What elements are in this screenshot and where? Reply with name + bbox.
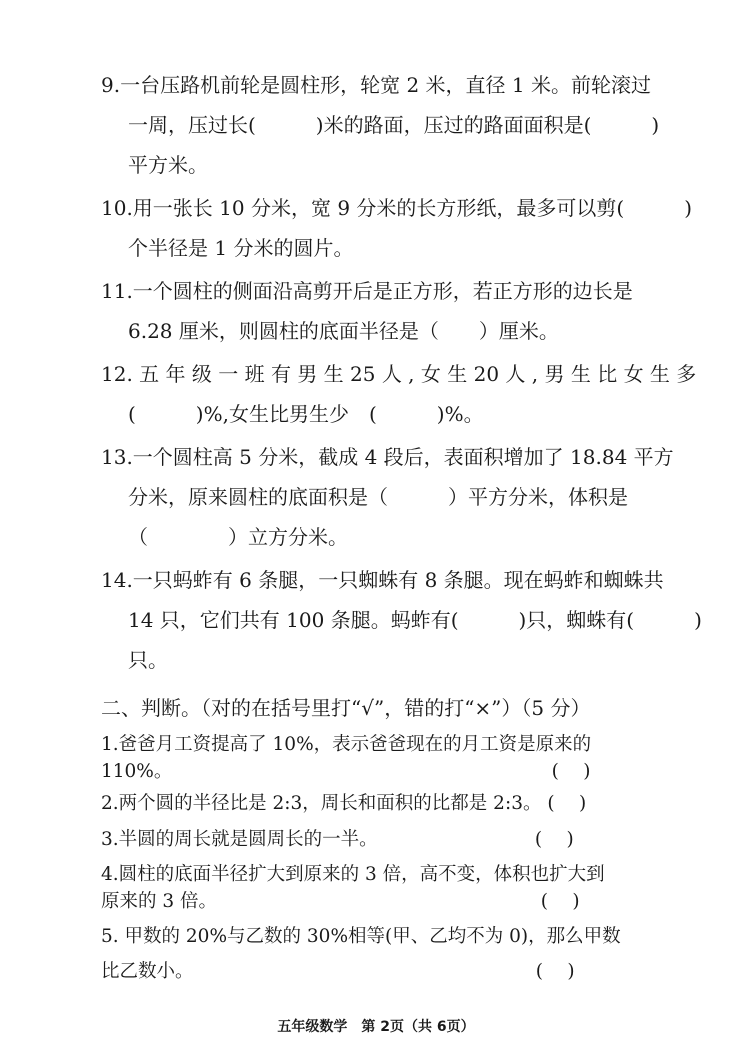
q11-line-2: 6.28 厘米，则圆柱的底面半径是（ ）厘米。 [128,319,559,343]
q13-line-3: （ ）立方分米。 [128,525,348,549]
q9-line-2: 一周，压过长( )米的路面，压过的路面面积是( ) [128,113,660,137]
judge-item-1-line-2: 110%。 ( ) [101,761,591,782]
q14-line-1: 14.一只蚂蚱有 6 条腿，一只蜘蛛有 8 条腿。现在蚂蚱和蜘蛛共 [101,568,664,592]
q12-line-2: ( )%,女生比男生少 ( )%。 [128,402,484,426]
q10-line-2: 个半径是 1 分米的圆片。 [128,236,354,260]
q13-line-2: 分米，原来圆柱的底面积是（ ）平方分米，体积是 [128,485,628,509]
judge-item-2: 2.两个圆的半径比是 2:3，周长和面积的比都是 2:3。 ( ) [101,793,587,814]
judge-item-5-line-1: 5. 甲数的 20%与乙数的 30%相等(甲、乙均不为 0)，那么甲数 [101,926,621,947]
q13-line-1: 13.一个圆柱高 5 分米，截成 4 段后，表面积增加了 18.84 平方 [101,445,674,469]
section2-heading: 二、判断。（对的在括号里打“√”，错的打“×”）（5 分） [101,696,591,720]
q10-line-1: 10.用一张长 10 分米，宽 9 分米的长方形纸，最多可以剪( ) [101,196,693,220]
judge-item-4-line-1: 4.圆柱的底面半径扩大到原来的 3 倍，高不变，体积也扩大到 [101,864,605,885]
q9-line-3: 平方米。 [128,153,208,177]
q14-line-3: 只。 [128,648,168,672]
q11-line-1: 11.一个圆柱的侧面沿高剪开后是正方形，若正方形的边长是 [101,279,633,303]
judge-item-1-line-1: 1.爸爸月工资提高了 10%，表示爸爸现在的月工资是原来的 [101,734,592,755]
q12-line-1: 12. 五 年 级 一 班 有 男 生 25 人 , 女 生 20 人 , 男 生 比 女 生 多 [101,362,697,386]
judge-item-3: 3.半圆的周长就是圆周长的一半。 ( ) [101,829,574,850]
judge-item-4-line-2: 原来的 3 倍。 ( ) [101,891,580,912]
q14-line-2: 14 只，它们共有 100 条腿。蚂蚱有( )只，蜘蛛有( ) [128,608,702,632]
q9-line-1: 9.一台压路机前轮是圆柱形，轮宽 2 米，直径 1 米。前轮滚过 [101,73,651,97]
page-footer: 五年级数学 第 2页（共 6页） [277,1019,475,1035]
judge-item-5-line-2: 比乙数小。 ( ) [101,961,575,982]
